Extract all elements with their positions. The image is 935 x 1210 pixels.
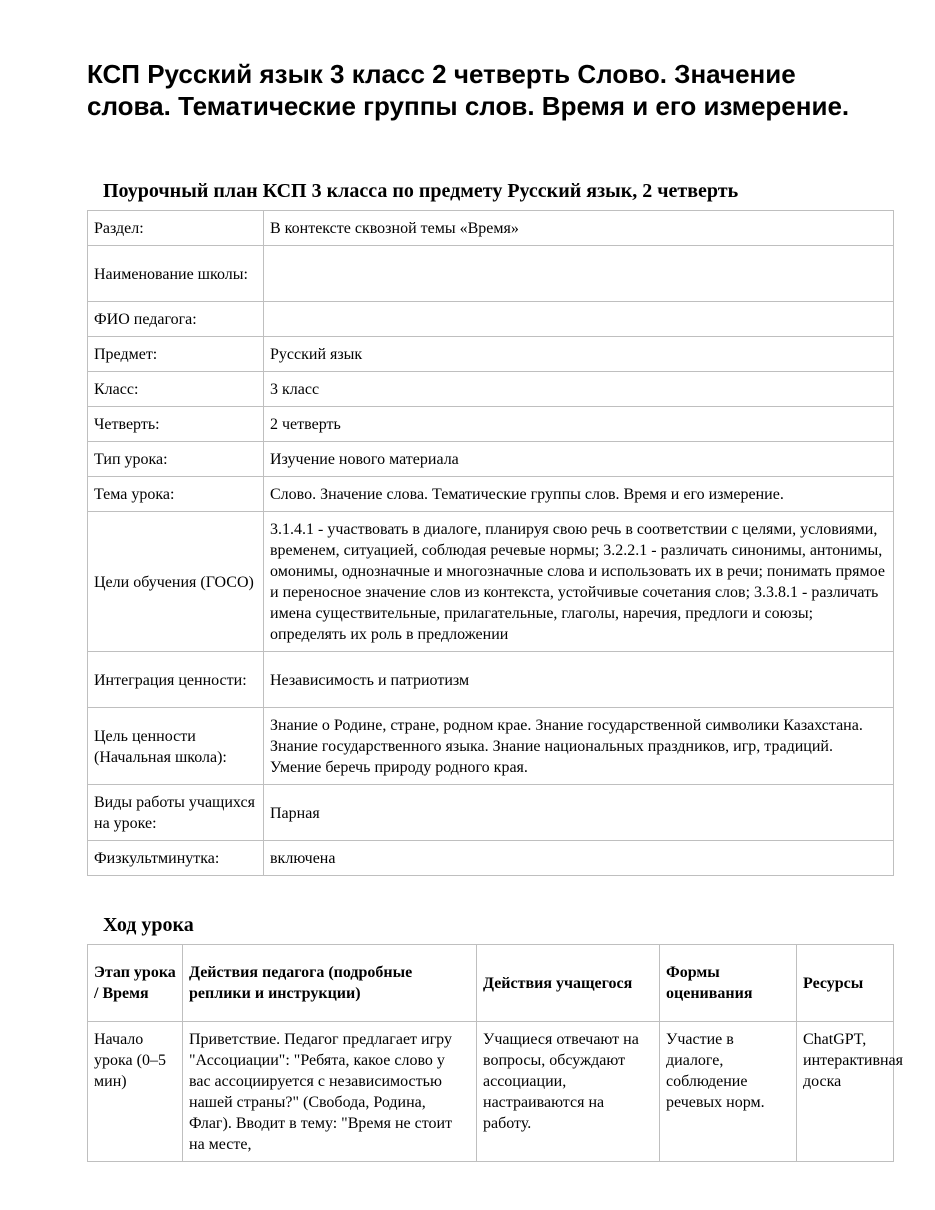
row-value (264, 302, 894, 337)
table-row (88, 652, 894, 708)
table-header-row (88, 945, 894, 1022)
table-row (88, 246, 894, 302)
row-value: 2 четверть (264, 407, 894, 442)
table-row (88, 372, 894, 407)
course-heading: Ход урока (103, 914, 194, 936)
row-label: Раздел: (88, 211, 264, 246)
row-label: Наименование школы: (88, 246, 264, 302)
table-row (88, 785, 894, 841)
lesson-course-table (87, 944, 904, 1162)
row-label: Цели обучения (ГОСО) (88, 512, 264, 652)
row-value: Русский язык (264, 337, 894, 372)
student-actions-cell: Учащиеся отвечают на вопросы, обсуждают ассоциации, настраиваются на работу. (477, 1022, 660, 1162)
column-header: Этап урока / Время (88, 945, 183, 1022)
column-header: Действия учащегося (477, 945, 660, 1022)
row-label: Класс: (88, 372, 264, 407)
column-header: Действия педагога (подробные реплики и инструкции) (183, 945, 477, 1022)
table-row (88, 407, 894, 442)
row-value: включена (264, 841, 894, 876)
row-value: 3 класс (264, 372, 894, 407)
row-label: Четверть: (88, 407, 264, 442)
row-label: Цель ценности (Начальная школа): (88, 708, 264, 785)
row-label: Тема урока: (88, 477, 264, 512)
plan-heading: Поурочный план КСП 3 класса по предмету Русский язык, 2 четверть (103, 180, 739, 202)
row-value: Знание о Родине, стране, родном крае. Знание государственной символики Казахстана. Знание государственного языка. Знание национальных праздников, игр, традиций. Умение беречь природу родного края. (264, 708, 894, 785)
table-row (88, 302, 894, 337)
teacher-actions-cell: Приветствие. Педагог предлагает игру "Ассоциации": "Ребята, какое слово у вас ассоциируется с независимостью нашей страны?" (Свобода, Родина, Флаг). Вводит в тему: "Время не стоит на месте, (183, 1022, 477, 1162)
table-row (88, 708, 894, 785)
row-label: Тип урока: (88, 442, 264, 477)
lesson-info-table (87, 210, 894, 876)
table-row (88, 841, 894, 876)
column-header: Ресурсы (797, 945, 894, 1022)
table-row (88, 477, 894, 512)
row-value: Независимость и патриотизм (264, 652, 894, 708)
row-label: Физкультминутка: (88, 841, 264, 876)
row-value: Изучение нового материала (264, 442, 894, 477)
table-row (88, 337, 894, 372)
row-value: В контексте сквозной темы «Время» (264, 211, 894, 246)
table-row (88, 512, 894, 652)
row-label: Интеграция ценности: (88, 652, 264, 708)
table-row (88, 442, 894, 477)
row-label: ФИО педагога: (88, 302, 264, 337)
row-label: Виды работы учащихся на уроке: (88, 785, 264, 841)
column-header: Формы оценивания (660, 945, 797, 1022)
stage-cell: Начало урока (0–5 мин) (88, 1022, 183, 1162)
row-value: 3.1.4.1 - участвовать в диалоге, планируя свою речь в соответствии с целями, условиями, временем, ситуацией, соблюдая речевые нормы; 3.2.2.1 - различать синонимы, антонимы, омонимы, однозначные и многозначные слова и использовать их в речи; понимать прямое и переносное значение слов из контекста, устойчивые сочетания слов; 3.3.8.1 - различать имена существительные, прилагательные, глаголы, наречия, предлоги и союзы; определять их роль в предложении (264, 512, 894, 652)
assessment-cell: Участие в диалоге, соблюдение речевых норм. (660, 1022, 797, 1162)
table-row (88, 211, 894, 246)
row-label: Предмет: (88, 337, 264, 372)
row-value (264, 246, 894, 302)
table-row (88, 1022, 894, 1162)
row-value: Слово. Значение слова. Тематические группы слов. Время и его измерение. (264, 477, 894, 512)
row-value: Парная (264, 785, 894, 841)
resources-cell: ChatGPT, интерактивная доска (797, 1022, 894, 1162)
page-title: КСП Русский язык 3 класс 2 четверть Слово. Значение слова. Тематические группы слов. Время и его измерение. (87, 59, 850, 121)
